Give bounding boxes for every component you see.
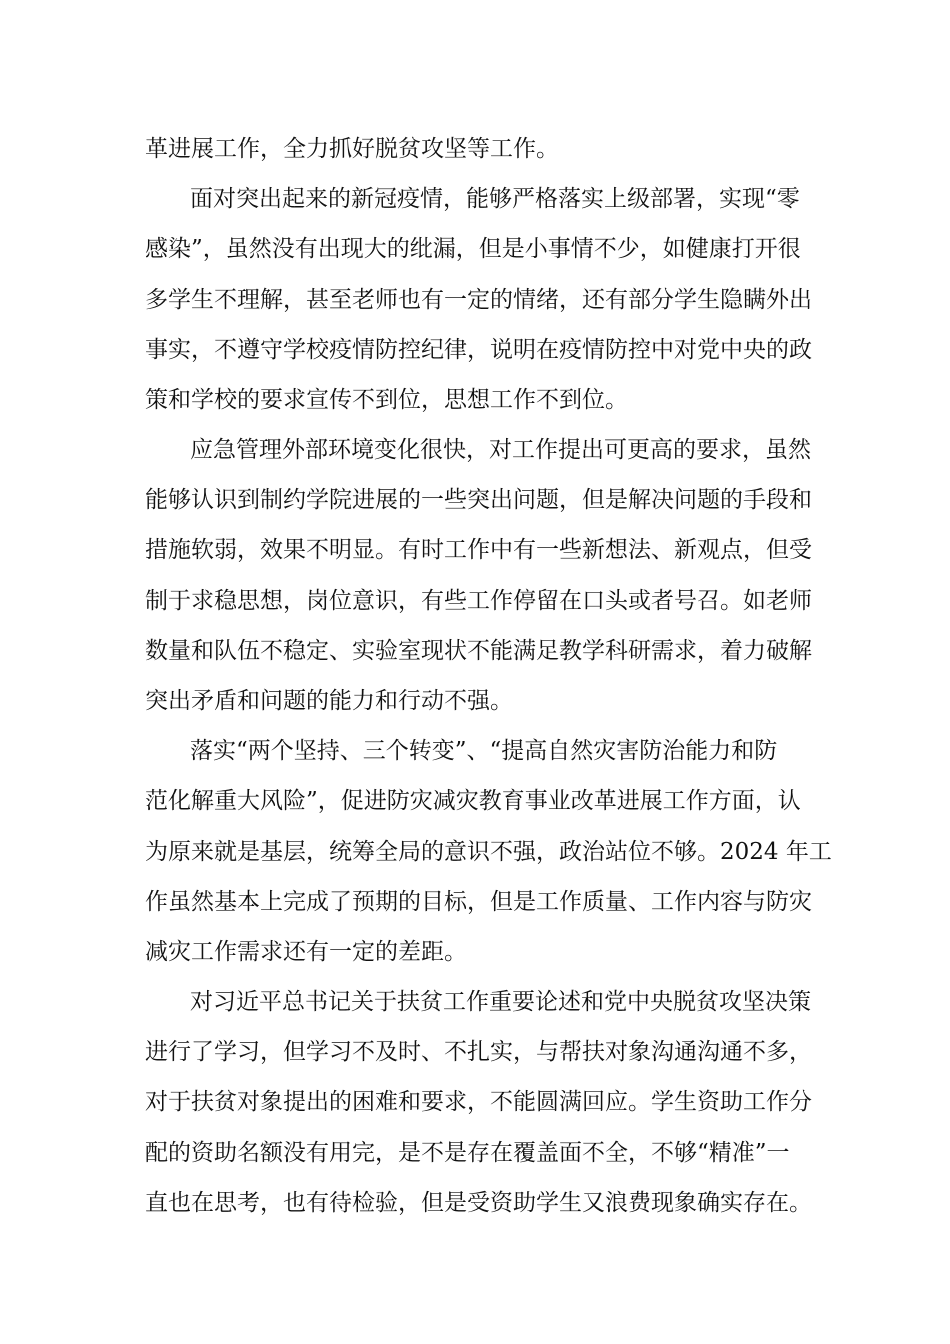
text-line: 策和学校的要求宣传不到位，思想工作不到位。 [145,387,628,413]
text-line: 突出矛盾和问题的能力和行动不强。 [145,688,513,714]
text-line: 能够认识到制约学院进展的一些突出问题，但是解决问题的手段和 [145,487,812,513]
text-line: 数量和队伍不稳定、实验室现状不能满足教学科研需求，着力破解 [145,638,812,664]
paragraph-first-line: 应急管理外部环境变化很快，对工作提出可更高的要求，虽然 [190,437,811,463]
paragraph-first-line: 落实“两个坚持、三个转变”、“提高自然灾害防治能力和防 [190,738,778,764]
text-line: 对于扶贫对象提出的困难和要求，不能圆满回应。学生资助工作分 [145,1089,812,1115]
text-line: 制于求稳思想，岗位意识，有些工作停留在口头或者号召。如老师 [145,588,812,614]
text-line: 作虽然基本上完成了预期的目标，但是工作质量、工作内容与防灾 [145,889,812,915]
text-line: 感染”，虽然没有出现大的纰漏，但是小事情不少，如健康打开很 [145,236,801,262]
text-line: 配的资助名额没有用完，是不是存在覆盖面不全，不够“精准”一 [145,1140,790,1166]
text-line: 事实，不遵守学校疫情防控纪律，说明在疫情防控中对党中央的政 [145,337,812,363]
text-line: 措施软弱，效果不明显。有时工作中有一些新想法、新观点，但受 [145,537,812,563]
paragraph-first-line: 对习近平总书记关于扶贫工作重要论述和党中央脱贫攻坚决策 [190,989,811,1015]
paragraph-first-line: 面对突出起来的新冠疫情，能够严格落实上级部署，实现“零 [190,186,800,212]
text-line: 为原来就是基层，统筹全局的意识不强，政治站位不够。2024 年工 [145,839,832,865]
text-line: 范化解重大风险”，促进防灾减灾教育事业改革进展工作方面，认 [145,788,801,814]
text-line: 减灾工作需求还有一定的差距。 [145,939,467,965]
text-line: 进行了学习，但学习不及时、不扎实，与帮扶对象沟通沟通不多， [145,1039,812,1065]
text-line: 多学生不理解，甚至老师也有一定的情绪，还有部分学生隐瞒外出 [145,287,812,313]
text-line: 直也在思考，也有待检验，但是受资助学生又浪费现象确实存在。 [145,1190,812,1216]
text-line: 革进展工作，全力抓好脱贫攻坚等工作。 [145,136,559,162]
